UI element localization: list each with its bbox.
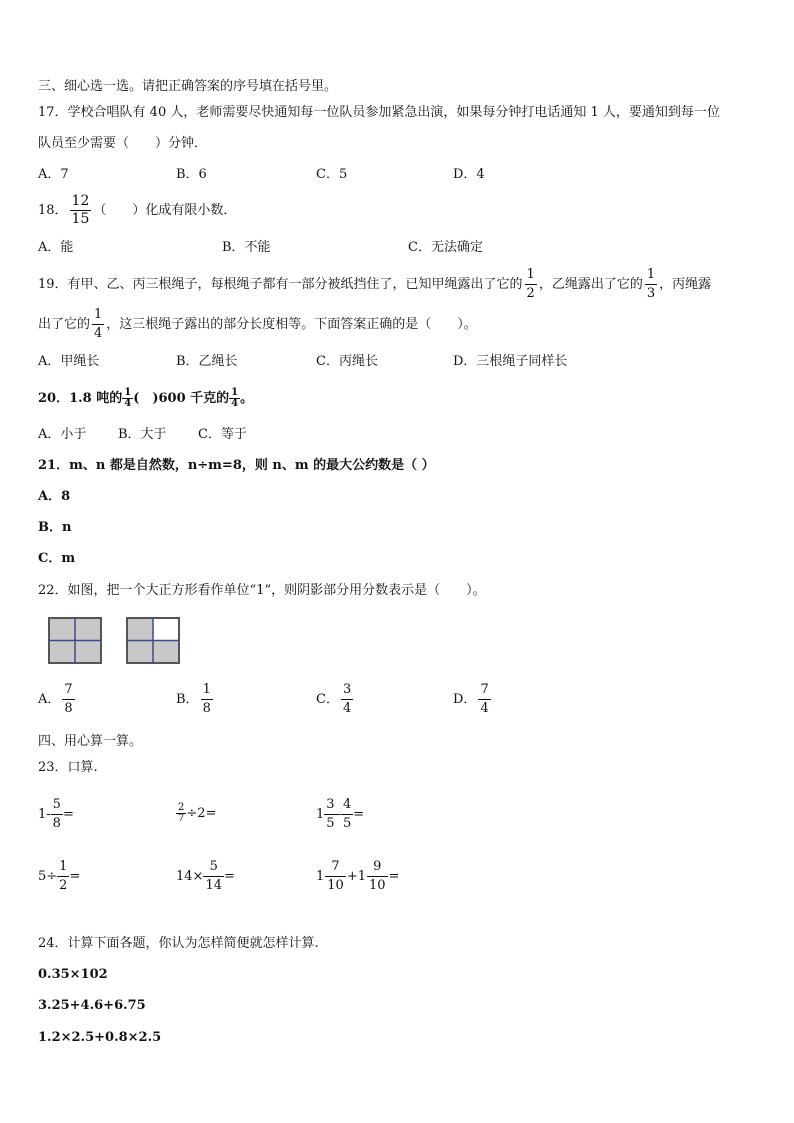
q20-question bbox=[38, 384, 253, 414]
q23-expr-3 bbox=[316, 796, 364, 833]
q18-frac-num: 12 bbox=[71, 193, 90, 209]
e6-post: = bbox=[388, 869, 400, 884]
q22-b-num: 1 bbox=[202, 682, 211, 697]
q17-option-c: C．5 bbox=[316, 167, 348, 182]
e6-fraction-1 bbox=[325, 858, 346, 895]
q22-d-num: 7 bbox=[480, 682, 489, 697]
q19-f3-den: 4 bbox=[94, 326, 103, 341]
e2-fraction bbox=[176, 803, 186, 824]
q19-text-d: 出了它的 bbox=[38, 317, 91, 332]
q20-f2-den: 4 bbox=[231, 398, 239, 409]
q24-item-2: 3.25+4.6+6.75 bbox=[38, 998, 146, 1013]
q20-option-b: B．大于 bbox=[118, 427, 167, 442]
e3-den-2: 5 bbox=[342, 816, 352, 831]
q19-f2-den: 3 bbox=[646, 286, 656, 301]
q18-option-a: A．能 bbox=[38, 240, 74, 255]
q19-f1-num: 1 bbox=[526, 267, 535, 282]
q22-option-a bbox=[38, 681, 77, 719]
e6-fraction-2 bbox=[367, 858, 388, 895]
e6-num-2: 9 bbox=[373, 859, 382, 874]
q22-option-c-label: C． bbox=[316, 692, 339, 707]
e1-post: = bbox=[62, 807, 74, 822]
e3-post: = bbox=[353, 807, 365, 822]
e2-den: 7 bbox=[178, 813, 185, 824]
q22-a-num: 7 bbox=[64, 682, 73, 697]
q24-title: 24．计算下面各题，你认为怎样简便就怎样计算. bbox=[38, 936, 319, 951]
q19-fraction-3 bbox=[92, 306, 104, 343]
q19-text-a: 19．有甲、乙、丙三根绳子，每根绳子都有一部分被纸挡住了，已知甲绳露出了它的 bbox=[38, 277, 523, 292]
e3-den-1: 5 bbox=[326, 816, 335, 831]
e4-pre: 5÷ bbox=[38, 869, 58, 884]
q22-c-den: 4 bbox=[342, 701, 352, 716]
q19-fraction-1 bbox=[525, 266, 537, 303]
q19-f1-den: 2 bbox=[526, 286, 535, 301]
e6-den-1: 10 bbox=[327, 878, 344, 893]
e5-den: 14 bbox=[205, 878, 222, 893]
e1-num: 5 bbox=[52, 797, 61, 812]
q18-option-b: B．不能 bbox=[222, 240, 271, 255]
q20-fraction-2 bbox=[229, 388, 240, 409]
q21-option-c: C．m bbox=[38, 551, 76, 566]
q23-expr-2 bbox=[176, 796, 216, 832]
section-title: 四、用心算一算。 bbox=[38, 734, 143, 749]
q20-option-a: A．小于 bbox=[38, 427, 87, 442]
q19-option-a: A．甲绳长 bbox=[38, 354, 100, 369]
q19-line2 bbox=[38, 306, 477, 343]
section-title: 三、细心选一选。请把正确答案的序号填在括号里。 bbox=[38, 79, 338, 94]
q17-option-a: A．7 bbox=[38, 167, 69, 182]
q18-question bbox=[38, 193, 236, 229]
e4-den: 2 bbox=[59, 878, 68, 893]
q23-expr-6 bbox=[316, 858, 399, 895]
q22-option-a-label: A． bbox=[38, 692, 61, 707]
q22-option-c bbox=[316, 681, 355, 719]
q20-text-a: 20．1.8 吨的 bbox=[38, 391, 123, 406]
q22-square-full bbox=[48, 617, 102, 664]
q22-c-num: 3 bbox=[342, 682, 352, 697]
q21-option-b: B．n bbox=[38, 520, 72, 535]
e3-num-2: 4 bbox=[342, 797, 352, 812]
e4-post: = bbox=[69, 869, 81, 884]
q24-item-3: 1.2×2.5+0.8×2.5 bbox=[38, 1030, 162, 1045]
e1-pre: 1- bbox=[38, 807, 51, 822]
e3-fraction-1 bbox=[324, 796, 336, 833]
q20-text-b: ( )600 千克的 bbox=[133, 391, 230, 406]
q18-option-c: C．无法确定 bbox=[408, 240, 483, 255]
q18-text: （ ）化成有限小数． bbox=[93, 203, 237, 218]
q20-f2-num: 1 bbox=[231, 387, 239, 398]
q22-d-den: 4 bbox=[480, 701, 489, 716]
e2-num: 2 bbox=[178, 802, 185, 813]
e6-pre: 1 bbox=[316, 869, 325, 884]
e2-post: ÷2= bbox=[186, 806, 217, 821]
q19-f2-num: 1 bbox=[646, 267, 656, 282]
q19-option-c: C．丙绳长 bbox=[316, 354, 378, 369]
q18-frac-den: 15 bbox=[71, 211, 90, 227]
e3-fraction-2 bbox=[341, 796, 353, 833]
q17-line2: 队员至少需要（ ）分钟． bbox=[38, 136, 208, 151]
q20-text-c: 。 bbox=[240, 391, 254, 406]
q21-question: 21．m、n 都是自然数，n÷m=8，则 n、m 的最大公约数是（ ） bbox=[38, 458, 435, 473]
e5-post: = bbox=[223, 869, 235, 884]
q22-b-den: 8 bbox=[202, 701, 211, 716]
q20-f1-den: 4 bbox=[124, 398, 132, 409]
e5-fraction bbox=[203, 858, 224, 895]
q19-text-e: ，这三根绳子露出的部分长度相等。下面答案正确的是（ ）。 bbox=[106, 317, 477, 332]
q23-expr-4 bbox=[38, 858, 80, 895]
q24-item-1: 0.35×102 bbox=[38, 967, 108, 982]
e6-den-2: 10 bbox=[369, 878, 386, 893]
e6-num-1: 7 bbox=[331, 859, 340, 874]
e3-pre: 1 bbox=[316, 807, 325, 822]
q19-f3-num: 1 bbox=[94, 307, 103, 322]
q22-option-b-fraction bbox=[201, 681, 213, 718]
q22-option-b bbox=[176, 681, 215, 719]
e5-num: 5 bbox=[209, 859, 218, 874]
q17-option-b: B．6 bbox=[176, 167, 207, 182]
e1-fraction bbox=[51, 796, 63, 833]
e3-mid: - bbox=[336, 807, 341, 822]
q23-title: 23．口算. bbox=[38, 760, 98, 775]
q22-question: 22．如图，把一个大正方形看作单位“1”，则阴影部分用分数表示是（ ）。 bbox=[38, 583, 486, 598]
e4-fraction bbox=[57, 858, 69, 895]
e5-pre: 14× bbox=[176, 869, 204, 884]
q22-a-den: 8 bbox=[64, 701, 73, 716]
q17-option-d: D．4 bbox=[453, 167, 485, 182]
q19-text-b: ，乙绳露出了它的 bbox=[538, 277, 643, 292]
q17-line1: 17．学校合唱队有 40 人，老师需要尽快通知每一位队员参加紧急出演，如果每分钟打电话通知 1 人，要通知到每一位 bbox=[38, 105, 720, 120]
q22-square-three-quarters bbox=[126, 617, 180, 664]
e4-num: 1 bbox=[59, 859, 68, 874]
q18-number: 18． bbox=[38, 203, 68, 218]
q19-text-c: ，丙绳露 bbox=[659, 277, 712, 292]
q23-expr-1 bbox=[38, 796, 74, 833]
e6-mid: +1 bbox=[346, 869, 366, 884]
q20-f1-num: 1 bbox=[124, 387, 132, 398]
q21-option-a: A．8 bbox=[38, 489, 71, 504]
q22-option-a-fraction bbox=[62, 681, 74, 718]
e3-num-1: 3 bbox=[326, 797, 335, 812]
q22-option-d-fraction bbox=[478, 681, 490, 718]
q23-expr-5 bbox=[176, 858, 235, 895]
q19-option-d: D．三根绳子同样长 bbox=[453, 354, 568, 369]
q22-option-b-label: B． bbox=[176, 692, 199, 707]
e1-den: 8 bbox=[52, 816, 61, 831]
q19-option-b: B．乙绳长 bbox=[176, 354, 238, 369]
q22-option-d bbox=[453, 681, 493, 719]
q22-option-c-fraction bbox=[341, 681, 353, 718]
q20-option-c: C．等于 bbox=[198, 427, 247, 442]
q22-option-d-label: D． bbox=[453, 692, 477, 707]
q18-fraction bbox=[70, 193, 92, 228]
q19-fraction-2 bbox=[645, 266, 657, 303]
q19-line1 bbox=[38, 266, 711, 303]
q20-fraction-1 bbox=[122, 388, 133, 409]
